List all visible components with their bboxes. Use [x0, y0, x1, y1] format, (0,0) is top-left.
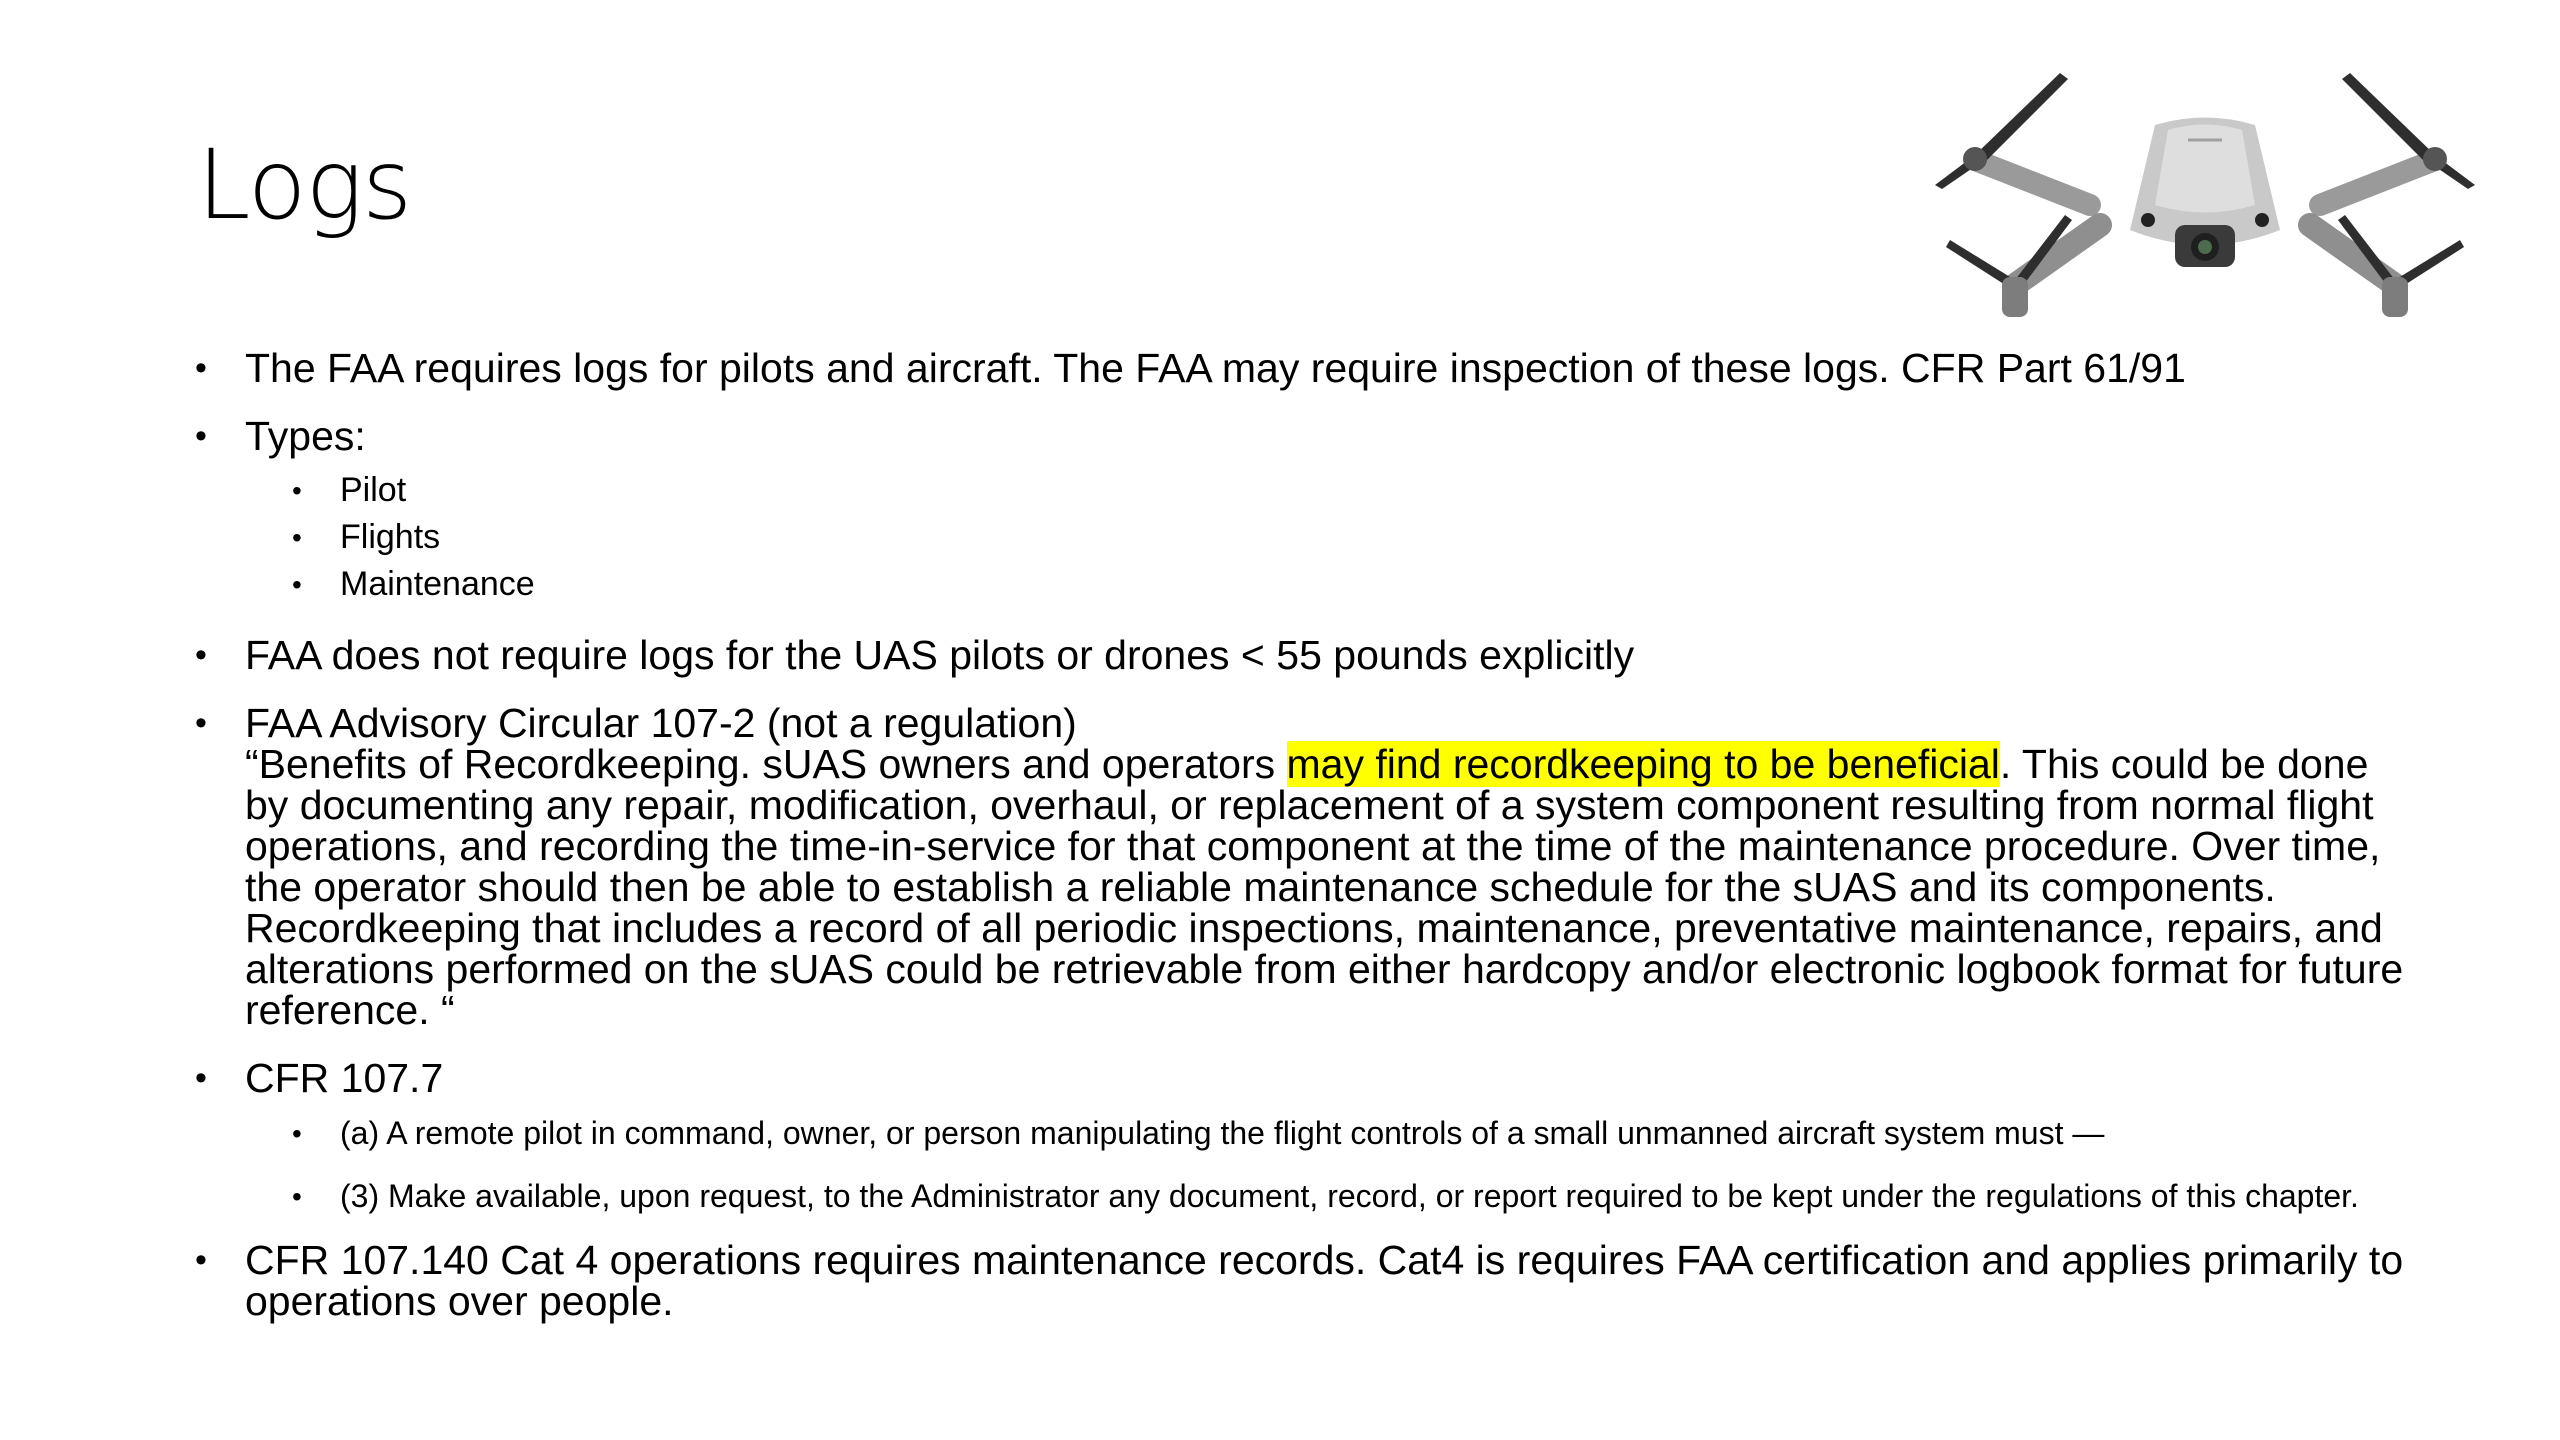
bullet-text: The FAA requires logs for pilots and aircraft. The FAA may require inspection of these logs. CFR Part 61/91 [245, 345, 2186, 391]
type-item-maintenance: • Maintenance [292, 561, 2415, 608]
bullet-types [195, 413, 2415, 608]
bullet-faa-requires-logs [195, 345, 2415, 391]
bullet-dot-icon: • [195, 636, 207, 674]
bullet-list [195, 345, 2415, 1349]
cfr-item-3: • (3) Make available, upon request, to the Administrator any document, record, or report required to be kept under the regulations of this chapter. [292, 1178, 2359, 1214]
advisory-heading: FAA Advisory Circular 107-2 (not a regulation) [245, 700, 1077, 746]
bullet-dot-icon: • [292, 1118, 302, 1149]
bullet-dot-icon: • [292, 1181, 302, 1212]
bullet-dot-icon: • [195, 349, 207, 387]
bullet-text: CFR 107.7 [245, 1055, 444, 1101]
bullet-dot-icon: • [292, 522, 302, 553]
bullet-dot-icon: • [195, 1241, 207, 1279]
bullet-cfr-107-140 [195, 1237, 2415, 1324]
cfr-107-7-list [245, 1117, 2415, 1213]
bullet-cfr-107-7 [195, 1055, 2415, 1214]
bullet-text: CFR 107.140 Cat 4 operations requires maintenance records. Cat4 is requires FAA certification and applies primarily to operations over people. [245, 1237, 2404, 1324]
quote-highlight: may find recordkeeping to be beneficial [1286, 741, 2000, 787]
type-item-pilot: • Pilot [292, 467, 2415, 514]
bullet-dot-icon: • [292, 475, 302, 506]
bullet-dot-icon: • [195, 704, 207, 742]
bullet-advisory-circular [195, 700, 2415, 1033]
bullet-dot-icon: • [195, 1059, 207, 1097]
bullet-dot-icon: • [292, 569, 302, 600]
quote-text-start: “Benefits of Recordkeeping. sUAS owners and operators [245, 741, 1287, 787]
type-item-flights: • Flights [292, 514, 2415, 561]
drone-icon [1920, 55, 2490, 325]
advisory-quote [245, 741, 2415, 1033]
bullet-text: Types: [245, 413, 366, 459]
slide-title: Logs [197, 129, 412, 241]
bullet-text: FAA does not require logs for the UAS pilots or drones < 55 pounds explicitly [245, 632, 1635, 678]
bullet-dot-icon: • [195, 417, 207, 455]
quote-text-end: . This could be done by documenting any repair, modification, overhaul, or replacement of a system component resulting from normal flight operations, and recording the time-in-service for that component at the time of the maintenance procedure. Over time, the operator should then be able to establish a reliable maintenance schedule for the sUAS and its components. Recordkeeping that includes a record of all periodic inspections, maintenance, preventative maintenance, repairs, and alterations performed on the sUAS could be retrievable from either hardcopy and/or electronic logbook format for future reference. “ [245, 741, 2404, 1033]
bullet-faa-not-required [195, 632, 2415, 678]
types-list [245, 467, 2415, 608]
cfr-item-a: • (a) A remote pilot in command, owner, or person manipulating the flight controls of a small unmanned aircraft system must — [292, 1115, 2105, 1151]
